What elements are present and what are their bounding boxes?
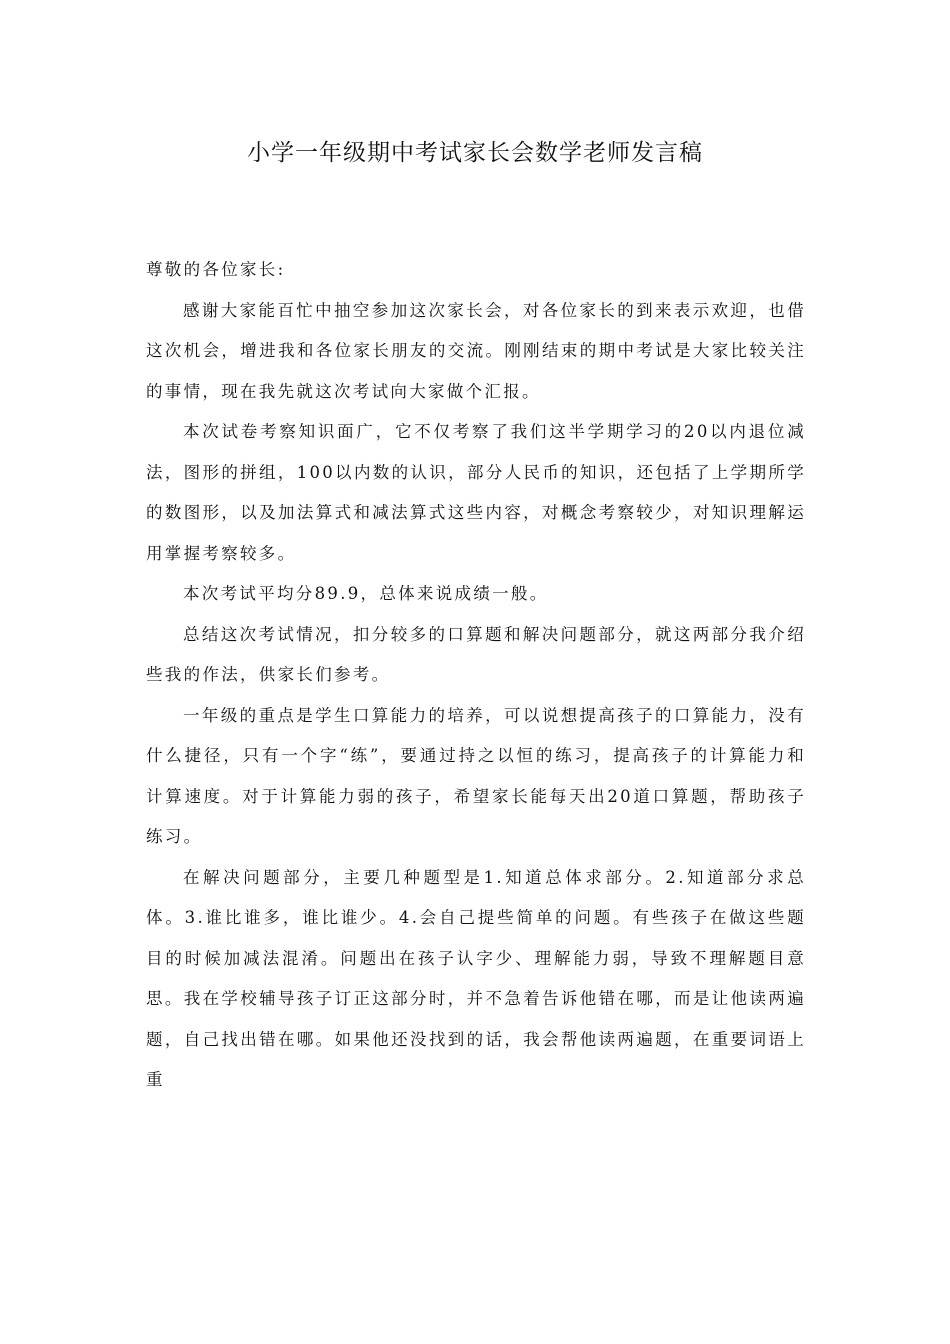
salutation: 尊敬的各位家长:: [146, 260, 286, 279]
paragraph-oral-arithmetic: 一年级的重点是学生口算能力的培养，可以说想提高孩子的口算能力，没有什么捷径，只有一个字“练”，要通过持之以恒的练习，提高孩子的计算能力和计算速度。对于计算能力弱的孩子，希望家长能每天出20道口算题，帮助孩子练习。: [146, 705, 806, 846]
paragraph-exam-scope: 本次试卷考察知识面广，它不仅考察了我们这半学期学习的20以内退位减法，图形的拼组，100以内数的认识，部分人民币的知识，还包括了上学期所学的数图形，以及加法算式和减法算式这些内容，对概念考察较少，对知识理解运用掌握考察较多。: [146, 422, 806, 563]
paragraph-problem-solving: 在解决问题部分，主要几种题型是1.知道总体求部分。2.知道部分求总体。3.谁比谁多，谁比谁少。4.会自己提些简单的问题。有些孩子在做这些题目的时候加减法混淆。问题出在孩子认字少、理解能力弱，导致不理解题目意思。我在学校辅导孩子订正这部分时，并不急着告诉他错在哪，而是让他读两遍题，自己找出错在哪。如果他还没找到的话，我会帮他读两遍题，在重要词语上重: [146, 867, 806, 1089]
document-title: 小学一年级期中考试家长会数学老师发言稿: [247, 140, 703, 166]
paragraph-average-score: 本次考试平均分89.9，总体来说成绩一般。: [183, 584, 549, 603]
paragraph-summary: 总结这次考试情况，扣分较多的口算题和解决问题部分，就这两部分我介绍些我的作法，供家长们参考。: [146, 624, 806, 684]
document-body: [146, 250, 806, 1101]
paragraph-thanks: 感谢大家能百忙中抽空参加这次家长会，对各位家长的到来表示欢迎，也借这次机会，增进我和各位家长朋友的交流。刚刚结束的期中考试是大家比较关注的事情，现在我先就这次考试向大家做个汇报。: [146, 300, 806, 401]
